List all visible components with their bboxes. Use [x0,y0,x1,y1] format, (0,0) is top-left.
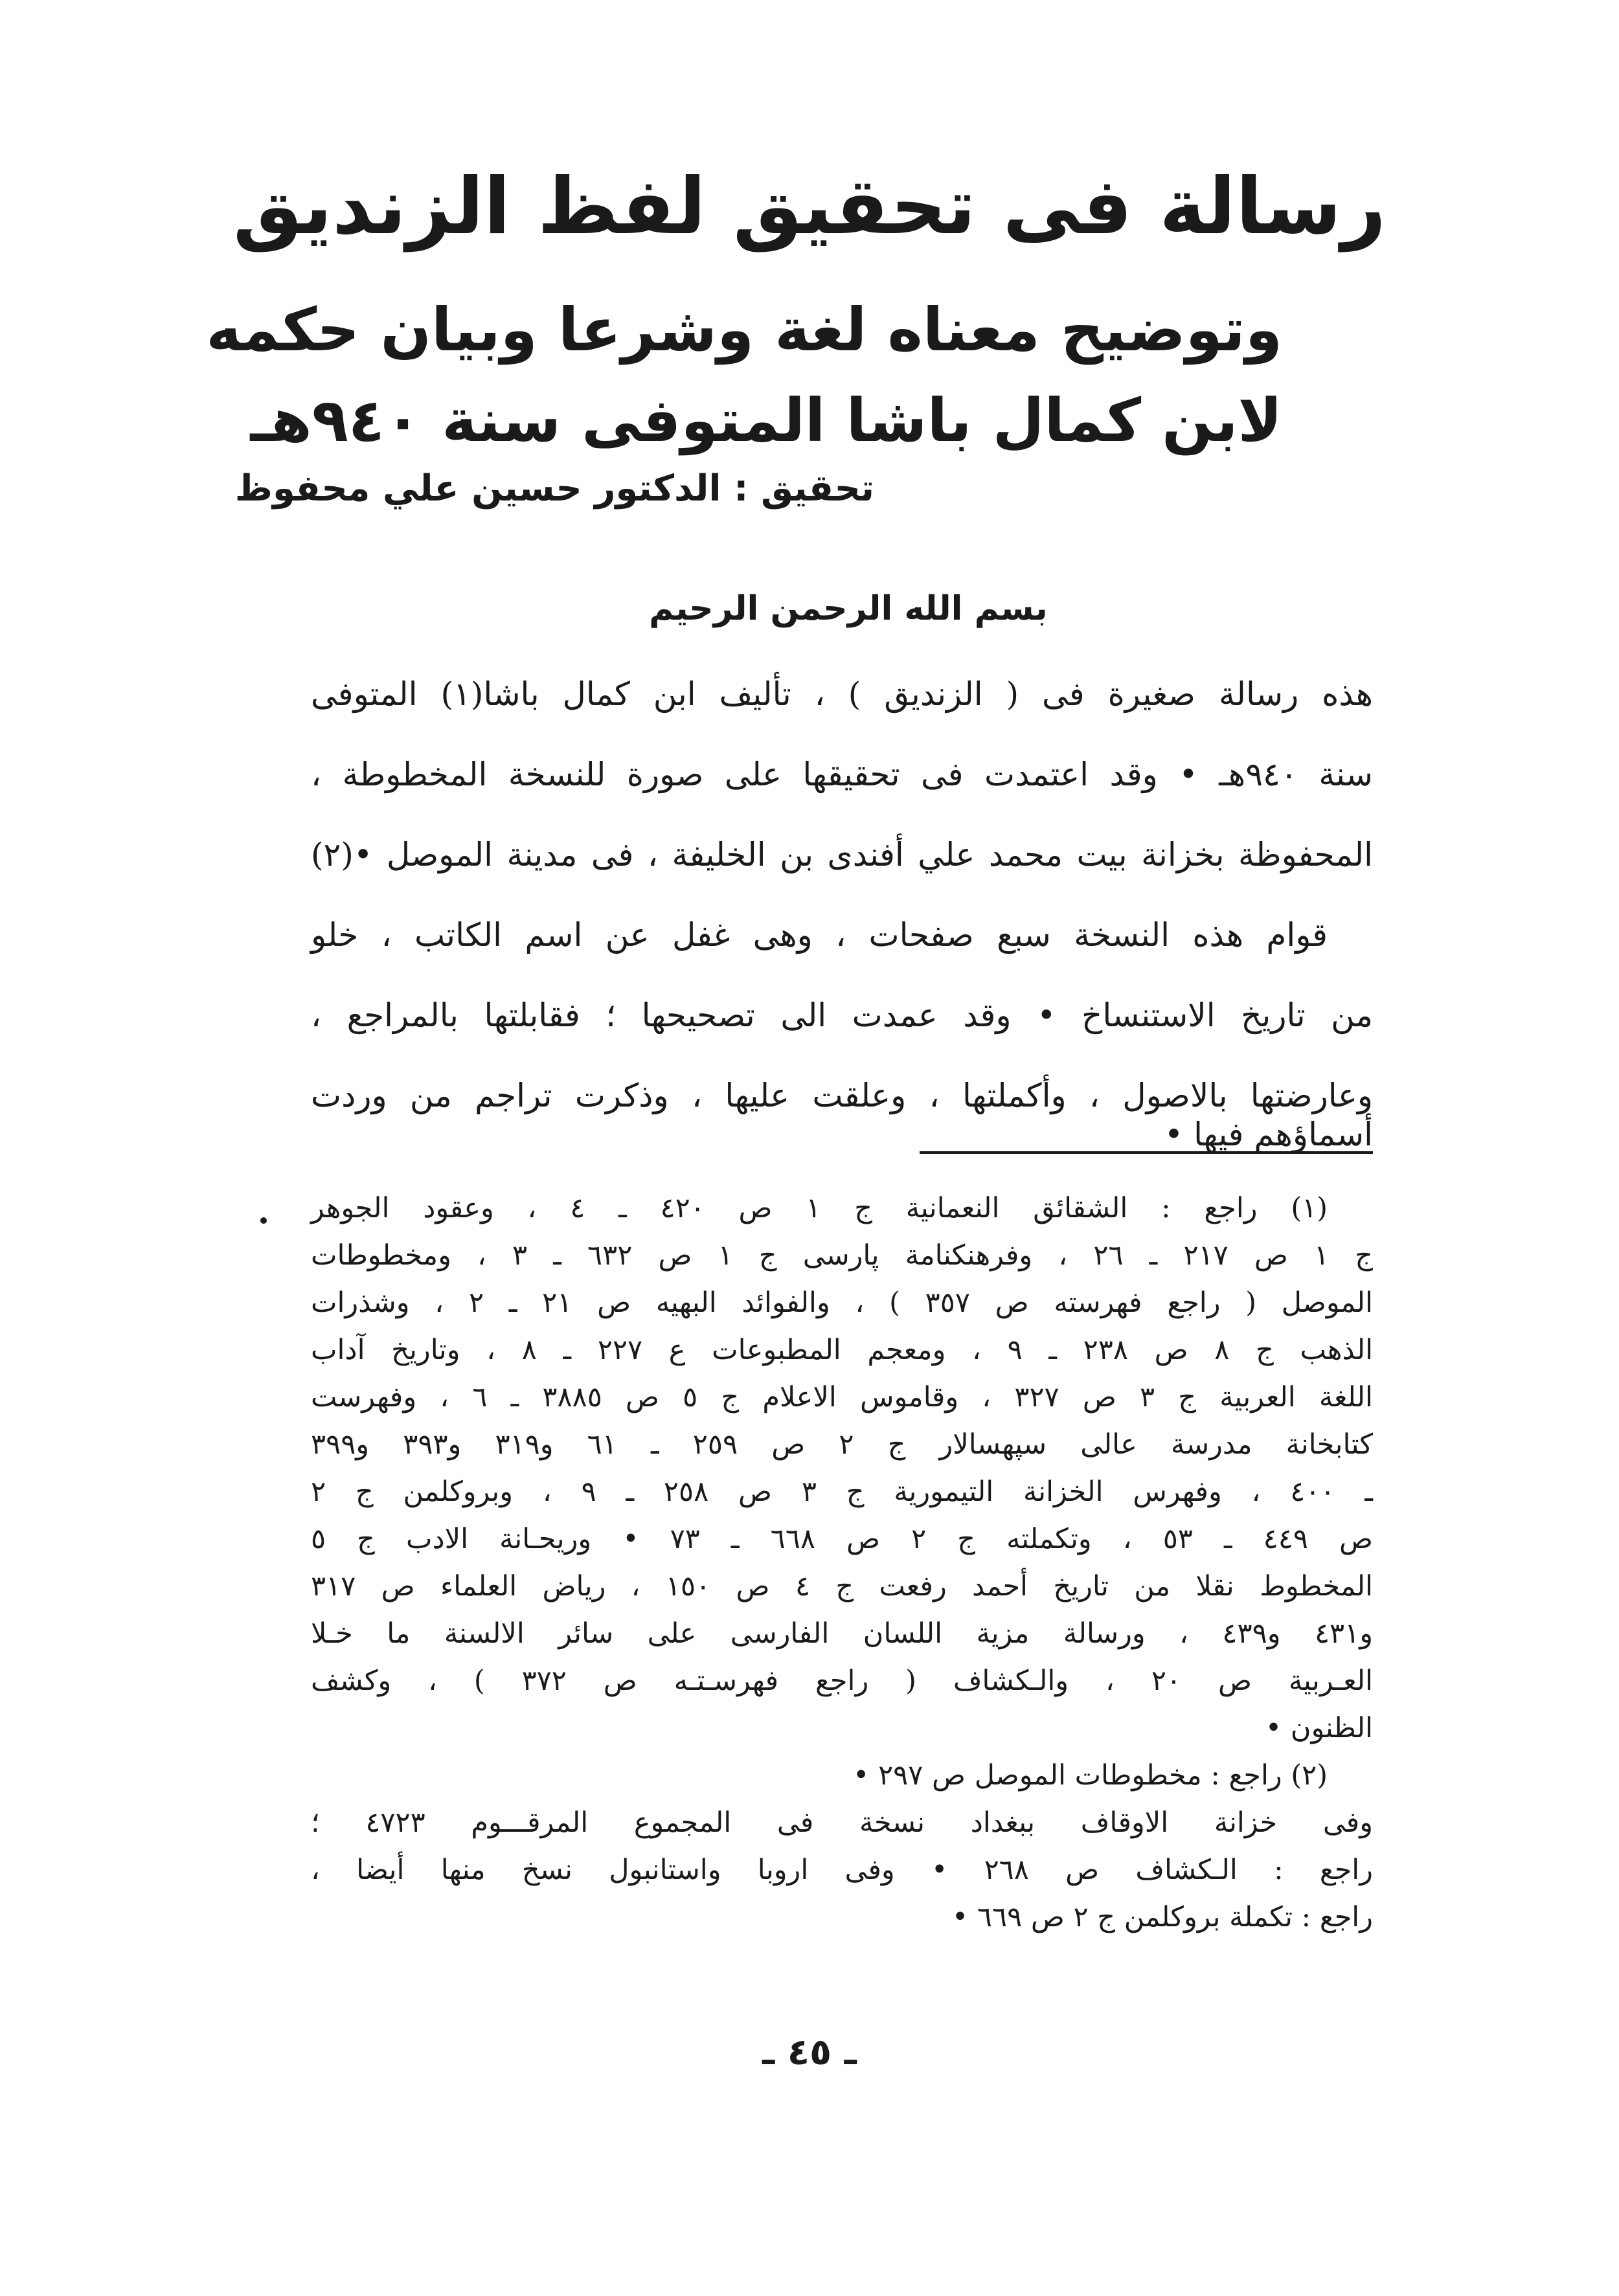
body-line: قوام هذه النسخة سبع صفحات ، وهى غفل عن اسم الكاتب ، خلو [311,916,1328,954]
treatise-title: رسالة فى تحقيق لفظ الزنديق [232,162,1387,252]
footnote-separator [920,1151,1373,1154]
footnote-line: ص ٤٤٩ ـ ٥٣ ، وتكملته ج ٢ ص ٦٦٨ ـ ٧٣ • وريحـانة الادب ج ٥ [311,1523,1374,1555]
footnote-line: العـربية ص ٢٠ ، والـكشاف ( راجع فهرسـتـه ص ٣٧٢ ) ، وكشف [311,1665,1373,1697]
footnote-line: (٢) راجع : مخطوطات الموصل ص ٢٩٧ • [853,1759,1328,1792]
footnote-line: راجع : الـكشاف ص ٢٦٨ • وفى اروبا واستانبول نسخ منها أيضا ، [311,1854,1373,1886]
footnote-line: ج ١ ص ٢١٧ ـ ٢٦ ، وفرهنكنامة پارسى ج ١ ص ٦٣٢ ـ ٣ ، ومخطوطات [311,1239,1374,1272]
footnote-line: كتابخانة مدرسة عالى سپهسالار ج ٢ ص ٢٥٩ ـ ٦١ و٣١٩ و٣٩٣ و٣٩٩ [311,1428,1374,1461]
basmala-heading: بسم الله الرحمن الرحيم [649,589,1048,628]
footnote-line: الظنون • [1265,1712,1373,1744]
footnote-line: وفى خزانة الاوقاف ببغداد نسخة فى المجموع المرقـــوم ٤٧٢٣ ؛ [311,1806,1373,1839]
footnote-line: و٤٣١ و٤٣٩ ، ورسالة مزية اللسان الفارسى على سائر الالسنة ما خـلا [311,1617,1373,1650]
margin-dot [260,1217,267,1224]
footnote-line: الذهب ج ٨ ص ٢٣٨ ـ ٩ ، ومعجم المطبوعات ع ٢٢٧ ـ ٨ ، وتاريخ آداب [311,1334,1374,1366]
body-line: من تاريخ الاستنساخ • وقد عمدت الى تصحيحها ؛ فقابلتها بالمراجع ، [311,996,1373,1034]
body-line: المحفوظة بخزانة بيت محمد علي أفندى بن الخليفة ، فى مدينة الموصل •(٢) [311,836,1373,873]
body-line: هذه رسالة صغيرة فى ( الزنديق ) ، تأليف ابن كمال باشا(١) المتوفى [311,675,1373,713]
subtitle-line-2: لابن كمال باشا المتوفى سنة ٩٤٠هـ [250,386,1282,455]
footnote-line: راجع : تكملة بروكلمن ج ٢ ص ٦٦٩ • [951,1901,1373,1933]
body-line: وعارضتها بالاصول ، وأكملتها ، وعلقت عليها ، وذكرت تراجم من وردت [311,1077,1373,1114]
footnote-line: اللغة العربية ج ٣ ص ٣٢٧ ، وقاموس الاعلام ج ٥ ص ٣٨٨٥ ـ ٦ ، وفهرست [311,1381,1373,1413]
subtitle-line-1: وتوضيح معناه لغة وشرعا وبيان حكمه [206,295,1282,365]
page-number: ـ ٤٥ ـ [762,2031,857,2073]
footnote-line: الموصل ( راجع فهرسته ص ٣٥٧ ) ، والفوائد البهيه ص ٢١ ـ ٢ ، وشذرات [311,1287,1373,1319]
footnote-line: المخطوط نقلا من تاريخ أحمد رفعت ج ٤ ص ١٥٠ ، رياض العلماء ص ٣١٧ [311,1570,1373,1603]
footnote-line: (١) راجع : الشقائق النعمانية ج ١ ص ٤٢٠ ـ ٤ ، وعقود الجوهر [311,1192,1328,1224]
body-line: سنة ٩٤٠هـ • وقد اعتمدت فى تحقيقها على صورة للنسخة المخطوطة ، [311,756,1374,793]
footnote-line: ـ ٤٠٠ ، وفهرس الخزانة التيمورية ج ٣ ص ٢٥٨ ـ ٩ ، وبروكلمن ج ٢ [311,1476,1373,1508]
body-line: أسماؤهم فيها • [1164,1116,1373,1153]
editor-credit: تحقيق : الدكتور حسين علي محفوظ [234,467,874,510]
